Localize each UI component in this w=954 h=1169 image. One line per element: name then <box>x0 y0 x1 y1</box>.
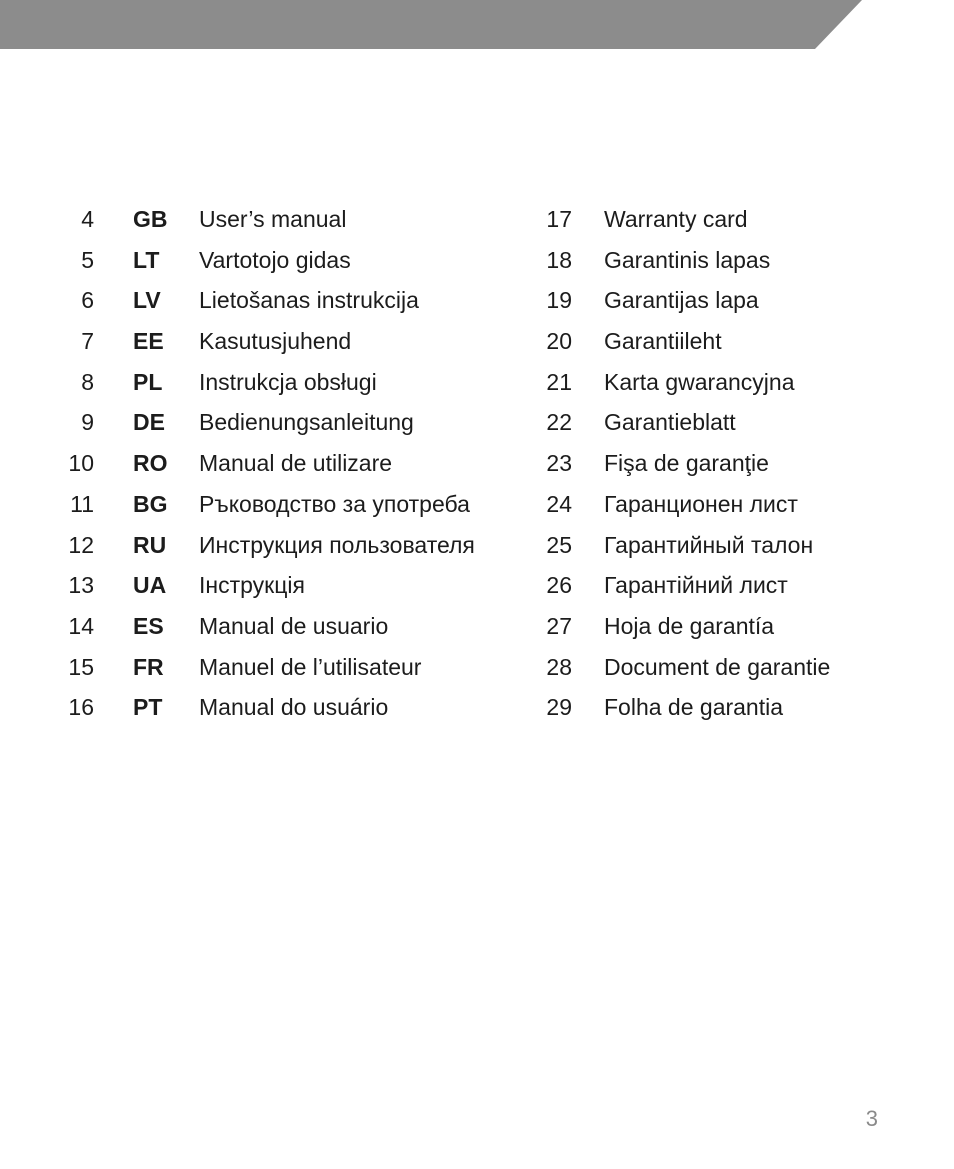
language-code: RU <box>133 531 167 558</box>
language-code: GB <box>133 206 168 232</box>
page-number-ref: 4 <box>81 206 94 232</box>
language-code: RO <box>133 450 168 477</box>
manual-title: Ръководство за употреба <box>199 490 470 517</box>
warranty-title: Гарантійний лист <box>604 572 788 599</box>
page-number-ref: 14 <box>68 612 94 639</box>
page-number-ref: 28 <box>546 653 572 680</box>
language-code: BG <box>133 490 168 517</box>
warranty-title: Folha de garantia <box>604 694 784 721</box>
manual-title: Инструкция пользователя <box>199 531 475 558</box>
page-number-ref: 19 <box>546 287 572 314</box>
manual-title: Instrukcja obsługi <box>199 368 377 395</box>
page-number-ref: 24 <box>546 490 572 517</box>
language-code: LT <box>133 246 160 273</box>
page-number-ref: 21 <box>546 368 572 395</box>
page-number-ref: 11 <box>70 490 94 517</box>
warranty-title: Hoja de garantía <box>604 612 775 639</box>
page-number-ref: 5 <box>81 246 94 273</box>
warranty-title: Karta gwarancyjna <box>604 368 795 395</box>
page-number-ref: 23 <box>546 450 572 477</box>
page-number-ref: 9 <box>81 409 94 436</box>
page-number-ref: 15 <box>68 653 94 680</box>
manual-title: Manual de utilizare <box>199 450 393 477</box>
header-band <box>0 0 954 49</box>
page-number-ref: 17 <box>546 206 572 232</box>
manual-title: Bedienungsanleitung <box>199 409 414 436</box>
manual-title: Lietošanas instrukcija <box>199 287 419 314</box>
language-code: LV <box>133 287 161 314</box>
page-number-ref: 29 <box>546 694 572 721</box>
language-code: FR <box>133 653 164 680</box>
page-number-ref: 8 <box>81 368 94 395</box>
page-number-ref: 22 <box>546 409 572 436</box>
warranty-title: Гаранционен лист <box>604 490 798 517</box>
page-number-ref: 12 <box>68 531 94 558</box>
page-number-ref: 13 <box>68 572 94 599</box>
manual-title: Manual de usuario <box>199 612 389 639</box>
page-number-ref: 7 <box>81 328 94 355</box>
page-number-ref: 25 <box>546 531 572 558</box>
warranty-title: Garantijas lapa <box>604 287 759 314</box>
manual-title: Vartotojo gidas <box>199 246 351 273</box>
page-number-ref: 27 <box>546 612 572 639</box>
page-number-ref: 16 <box>68 694 94 721</box>
manual-title: Manual do usuário <box>199 694 389 721</box>
page-number-ref: 6 <box>81 287 94 314</box>
manual-title: Інструкція <box>199 572 305 599</box>
page-number-ref: 26 <box>546 572 572 599</box>
language-code: PL <box>133 368 163 395</box>
language-code: ES <box>133 612 164 639</box>
language-code: PT <box>133 694 163 721</box>
language-code: UA <box>133 572 167 599</box>
warranty-title: Garantinis lapas <box>604 246 771 273</box>
page-number: 3 <box>865 1106 878 1131</box>
language-code: EE <box>133 328 164 355</box>
manual-title: Manuel de l’utilisateur <box>199 653 422 680</box>
warranty-title: Garantieblatt <box>604 409 736 436</box>
page-number-ref: 18 <box>546 246 572 273</box>
page-number-ref: 10 <box>68 450 94 477</box>
warranty-title: Гарантийный талон <box>604 531 814 558</box>
page-number-ref: 20 <box>546 328 572 355</box>
manual-title: Kasutusjuhend <box>199 328 352 355</box>
header-band-shape <box>0 0 954 49</box>
warranty-title: Garantiileht <box>604 328 722 355</box>
warranty-title: Warranty card <box>604 206 748 232</box>
manual-title: User’s manual <box>199 206 347 232</box>
warranty-title: Document de garantie <box>604 653 831 680</box>
language-code: DE <box>133 409 165 436</box>
warranty-title: Fişa de garanţie <box>604 450 769 477</box>
